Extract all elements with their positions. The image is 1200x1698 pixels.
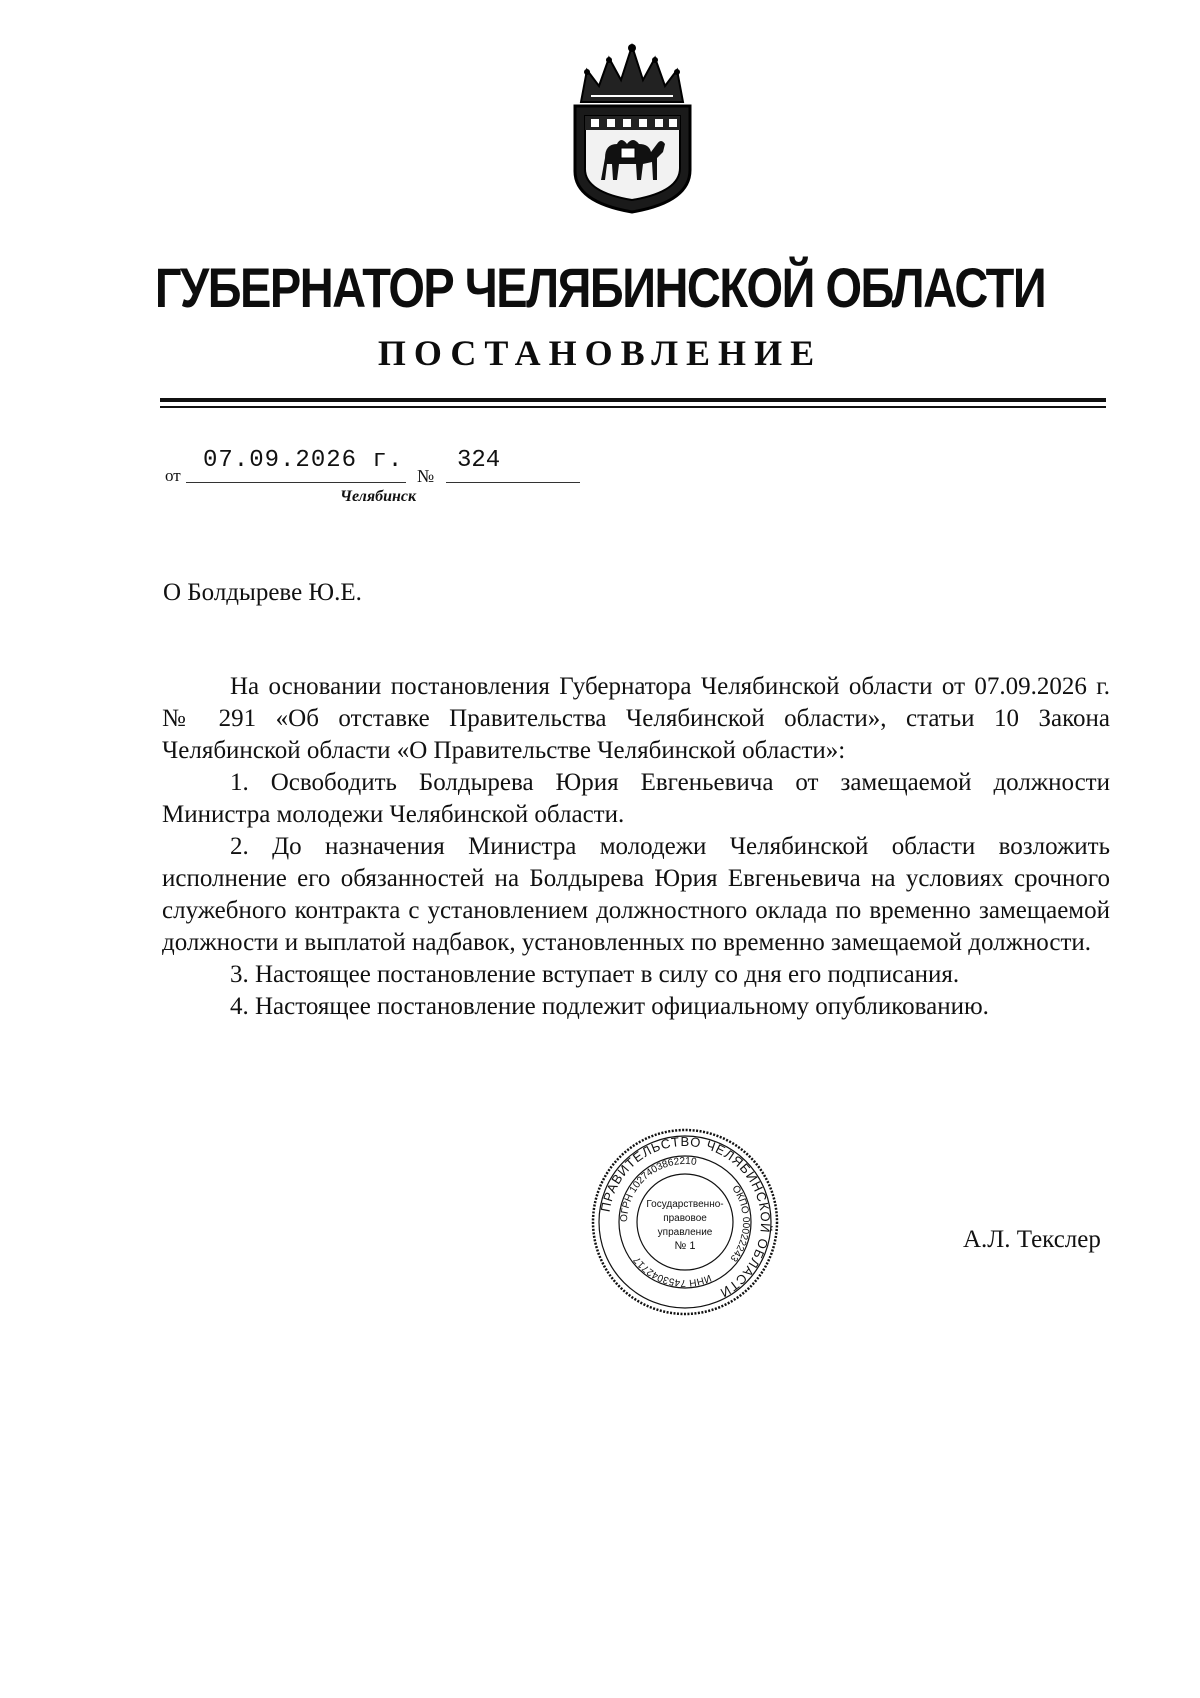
seal-okpo: ОКПО 00022243 <box>727 1183 752 1264</box>
signatory-name: А.Л. Текслер <box>963 1226 1101 1253</box>
seal-inn: ИНН 7453042717 <box>631 1254 713 1289</box>
header-divider-thick <box>160 398 1106 402</box>
seal-center-line: Государственно- <box>646 1199 724 1210</box>
seal-center-line: управление <box>657 1227 713 1238</box>
number-sign: № <box>417 466 435 486</box>
seal-center-line: правовое <box>663 1213 707 1224</box>
svg-text:ИНН 7453042717 <box>631 1254 712 1288</box>
document-subject: О Болдыреве Ю.Е. <box>163 579 362 606</box>
order-item: 2. До назначения Министра молодежи Челябинской области возложить исполнение его обязанностей на Болдырева Юрия Евгеньевича на условиях срочного служебного контракта с установлением должностного оклада по временно замещаемой должности и выплатой надбавок, установленных по временно замещаемой должности. <box>162 833 1110 956</box>
official-seal-stamp <box>590 1127 780 1317</box>
seal-center-line: № 1 <box>674 1240 696 1252</box>
document-number: 324 <box>457 447 501 474</box>
document-body <box>162 671 1110 1023</box>
document-date: 07.09.2026 г. <box>203 447 404 474</box>
order-item: 4. Настоящее постановление подлежит официальному опубликованию. <box>230 993 989 1020</box>
seal-ogrn: ОГРН 1027403862210 <box>618 1155 698 1223</box>
document-type-heading: ПОСТАНОВЛЕНИЕ <box>377 333 823 373</box>
svg-text:ОКПО 00022243 <box>727 1184 751 1264</box>
issue-city: Челябинск <box>340 488 417 505</box>
order-item: 3. Настоящее постановление вступает в силу со дня его подписания. <box>230 961 960 988</box>
preamble-paragraph: На основании постановления Губернатора Челябинской области от 07.09.2026 г. № 291 «Об отставке Правительства Челябинской области», статьи 10 Закона Челябинской области «О Правительстве Челябинской области»: <box>162 673 1110 764</box>
coat-of-arms-icon <box>561 40 704 215</box>
date-underline <box>186 482 406 483</box>
issuing-authority-title: ГУБЕРНАТОР ЧЕЛЯБИНСКОЙ ОБЛАСТИ <box>154 256 1046 319</box>
date-prefix: от <box>165 466 181 485</box>
header-divider-thin <box>160 406 1106 408</box>
seal-outer-text: ПРАВИТЕЛЬСТВО ЧЕЛЯБИНСКОЙ ОБЛАСТИ <box>597 1133 774 1301</box>
order-item: 1. Освободить Болдырева Юрия Евгеньевича от замещаемой должности Министра молодежи Челябинской области. <box>162 769 1110 828</box>
number-underline <box>446 482 580 483</box>
